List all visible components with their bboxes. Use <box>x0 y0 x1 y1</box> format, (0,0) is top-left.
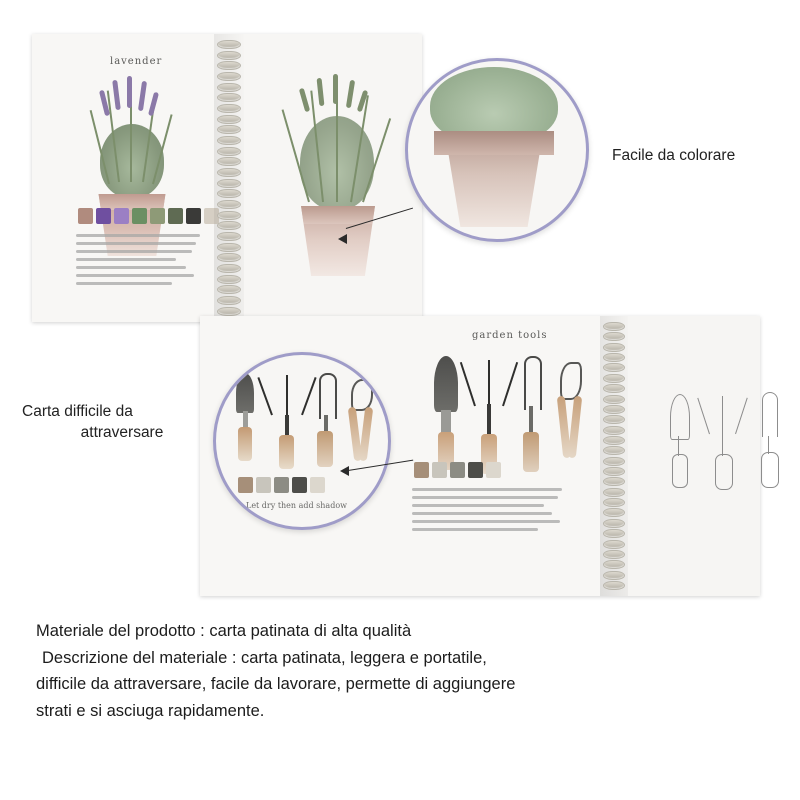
lavender-stems <box>94 76 170 194</box>
sketch-cultivator <box>708 396 738 494</box>
page-title-garden-tools: garden tools <box>472 330 548 341</box>
page-title-lavender: lavender <box>110 56 163 67</box>
callout-paper-hard-to-bleed <box>22 402 222 444</box>
instructions-lavender <box>76 234 200 290</box>
magnifier-swatch-row <box>238 477 325 493</box>
magnifier-pot-closeup <box>405 58 589 242</box>
spiral-binding-bottom <box>600 316 628 596</box>
description-line-1: Materiale del prodotto : carta patinata di alta qualità <box>36 622 412 640</box>
magnifier-caption: Let dry then add shadow <box>246 501 347 510</box>
callout-line-2: attraversare <box>80 423 164 441</box>
description-line-3: difficile da attraversare, facile da lavorare, permette di aggiungere <box>36 675 516 694</box>
callout-line-1: Carta difficile da <box>22 403 133 420</box>
description-line-2: Descrizione del materiale : carta patinata, leggera e portatile, <box>42 648 487 667</box>
sketchbook-top-right-page <box>244 34 422 322</box>
product-description <box>36 618 766 725</box>
sketchbook-bottom-right-page <box>628 316 760 596</box>
tool-fork <box>520 356 542 480</box>
swatch-row-garden-tools <box>414 462 501 478</box>
description-line-4: strati e si asciuga rapidamente. <box>36 702 265 721</box>
sketchbook-top-left-page <box>32 34 214 322</box>
tool-pruner <box>556 362 584 482</box>
magnifier-tools-closeup <box>213 352 391 530</box>
lavender-painting <box>296 76 380 276</box>
sketch-fork <box>758 392 780 492</box>
instructions-garden-tools <box>412 488 562 536</box>
tool-trowel <box>432 356 460 474</box>
spiral-binding-top <box>214 34 244 322</box>
lavender-plant-illustration <box>94 76 170 256</box>
sketchbook-top <box>32 34 422 322</box>
swatch-row-lavender <box>78 208 219 224</box>
sketch-trowel <box>668 394 690 490</box>
callout-easy-to-colour: Facile da colorare <box>612 147 736 164</box>
